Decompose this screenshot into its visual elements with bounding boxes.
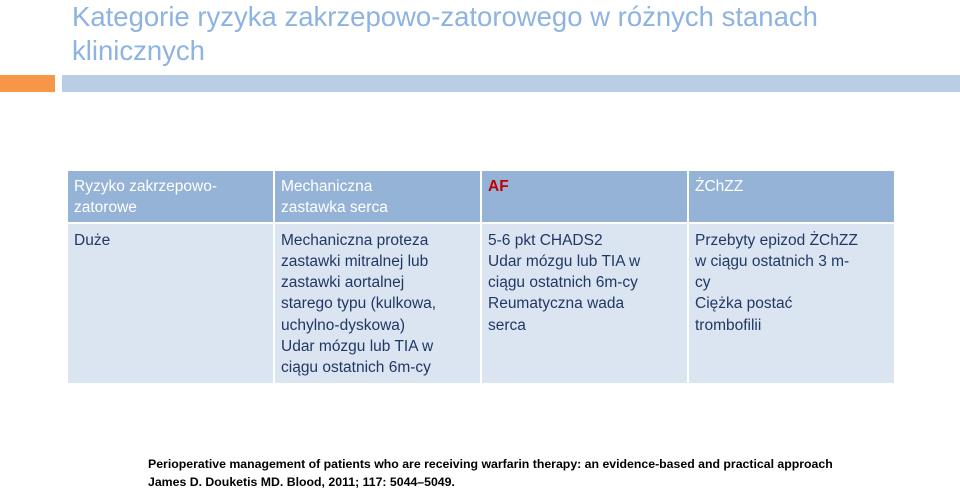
cell-line: Reumatyczna wada (488, 295, 625, 313)
reference-citation (148, 455, 948, 491)
slide-title: Kategorie ryzyka zakrzepowo-zatorowego w różnych stanach klinicznych (72, 1, 818, 66)
cell-line: Ciężka postać (695, 295, 793, 313)
accent-bar-blue (62, 75, 960, 92)
header-valve-line: Mechaniczna (281, 178, 373, 195)
cell-line: Udar mózgu lub TIA w (281, 338, 434, 356)
header-vte-line: ŻChZZ (695, 178, 744, 195)
cell-line: ciągu ostatnich 6m-cy (488, 274, 638, 292)
cell-line: Duże (74, 231, 111, 249)
cell-line: Udar mózgu lub TIA w (488, 252, 641, 270)
header-risk-line: zatorowe (74, 199, 137, 217)
cell-line: w ciągu ostatnich 3 m- (695, 252, 850, 270)
header-mechanical-valve (274, 170, 481, 223)
cell-line: serca (488, 316, 526, 334)
cell-vte (688, 223, 895, 384)
cell-line: trombofilii (695, 316, 762, 334)
cell-line: Przebyty epizod ŻChZZ (695, 231, 858, 249)
header-af-line: AF (488, 178, 509, 195)
cell-line: uchylno-dyskowa) (281, 316, 406, 334)
cell-line: zastawki aortalnej (281, 274, 405, 292)
header-af (481, 170, 688, 223)
risk-category-table (66, 169, 896, 385)
cell-line: zastawki mitralnej lub (281, 252, 429, 270)
cell-line: 5-6 pkt CHADS2 (488, 231, 603, 249)
reference-author: James D. Douketis MD. Blood, 2011; 117: 5044–5049. (148, 475, 455, 489)
cell-line: Mechaniczna proteza (281, 231, 429, 249)
cell-risk-level (67, 223, 274, 384)
header-risk-line: Ryzyko zakrzepowo- (74, 178, 217, 195)
header-risk (67, 170, 274, 223)
cell-line: ciągu ostatnich 6m-cy (281, 359, 431, 377)
accent-bar-orange (0, 75, 55, 92)
table-row (67, 223, 895, 384)
reference-title: Perioperative management of patients who are receiving warfarin therapy: an evidence-based and practical approach (148, 457, 833, 471)
cell-mechanical-valve (274, 223, 481, 384)
table-header-row (67, 170, 895, 223)
cell-line: starego typu (kulkowa, (281, 295, 437, 313)
cell-line: cy (695, 274, 711, 292)
header-valve-line: zastawka serca (281, 199, 388, 217)
cell-af (481, 223, 688, 384)
header-vte (688, 170, 895, 223)
